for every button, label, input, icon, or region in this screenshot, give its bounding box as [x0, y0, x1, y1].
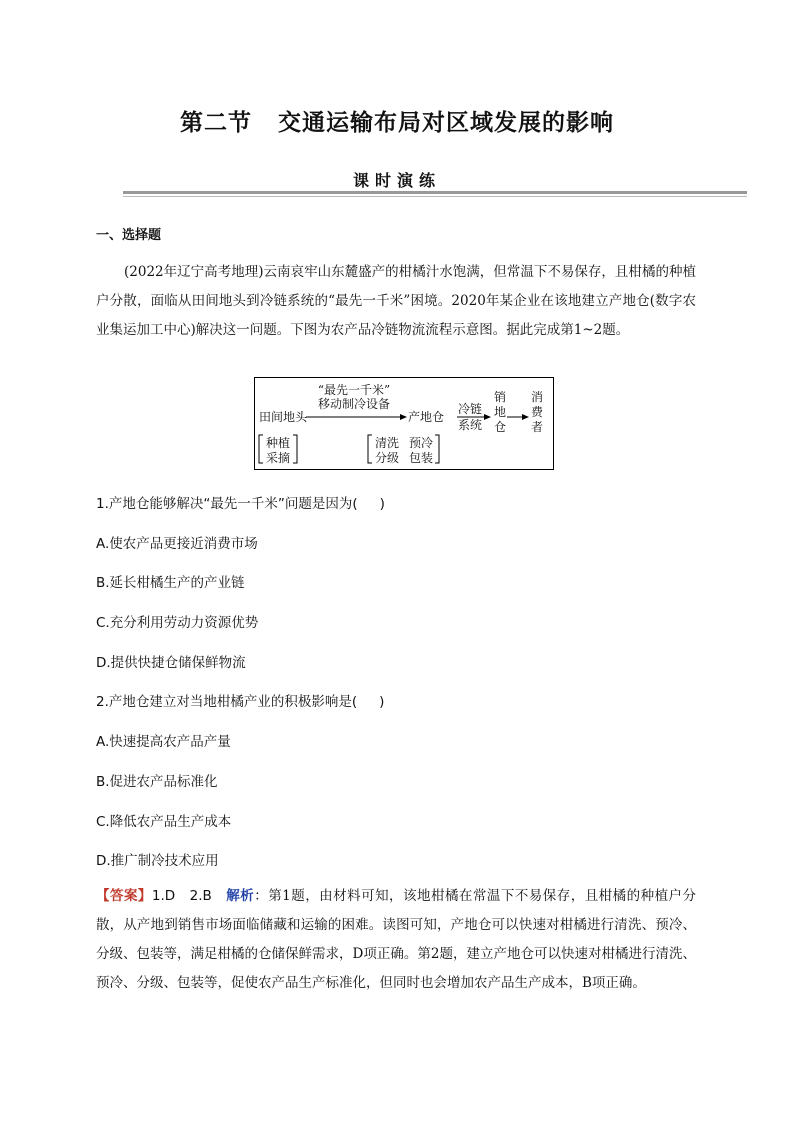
diagram-grade: 分级 — [375, 451, 400, 465]
answer-block — [96, 882, 696, 998]
question-2-option-c: C.降低农产品生产成本 — [96, 814, 232, 830]
diagram-sales-char-2: 地 — [494, 405, 507, 419]
bracket-right-open — [368, 435, 372, 463]
analysis-text: ：第1题，由材料可知，该地柑橘在常温下不易保存，且柑橘的种植户分散，从产地到销售市场面临储藏和运输的困难。读图可知，产地仓可以快速对柑橘进行清洗、预冷、分级、包装等，满足柑橘的仓储保鲜需求，D项正确。第2题，建立产地仓可以快速对柑橘进行清洗、预冷、分级、包装等，促使农产品生产标准化，但同时也会增加农产品生产成本，B项正确。 — [96, 888, 697, 991]
title-text: 交通运输布局对区域发展的影响 — [278, 110, 614, 136]
analysis-label: 解析 — [225, 888, 255, 904]
cold-chain-flow-diagram — [254, 377, 554, 470]
title-section-number: 第二节 — [180, 110, 252, 136]
question-2-stem: 2.产地仓建立对当地柑橘产业的积极影响是( ) — [96, 694, 385, 710]
question-1-option-c: C.充分利用劳动力资源优势 — [96, 615, 259, 631]
intro-paragraph: (2022年辽宁高考地理)云南哀牢山东麓盛产的柑橘汁水饱满，但常温下不易保存，且柑橘的种植户分散，面临从田间地头到冷链系统的“最先一千米”困境。2020年某企业在该地建立产地仓(数字农业集运加工中心)解决这一问题。下图为农产品冷链物流流程示意图。据此完成第1~2题。 — [96, 264, 696, 338]
diagram-sales-char-1: 销 — [494, 390, 507, 404]
question-1-stem: 1.产地仓能够解决“最先一千米”问题是因为( ) — [96, 496, 385, 512]
question-2-option-a: A.快速提高农产品产量 — [96, 734, 231, 750]
question-1-option-a: A.使农产品更接近消费市场 — [96, 536, 258, 552]
section-heading: 一、选择题 — [96, 228, 162, 243]
diagram-pick: 采摘 — [266, 451, 291, 465]
answer-label: 【答案】 — [96, 888, 152, 904]
page-subtitle: 课时演练 — [352, 171, 441, 190]
diagram-cold-chain-line1: 冷链 — [458, 402, 483, 416]
bracket-left-close — [293, 435, 297, 463]
question-1-option-b: B.延长柑橘生产的产业链 — [96, 575, 245, 591]
arrow-head-3 — [522, 414, 529, 420]
diagram-sales-char-3: 仓 — [494, 420, 507, 434]
diagram-cold-chain-line2: 系统 — [458, 418, 483, 432]
diagram-wash: 清洗 — [375, 436, 400, 450]
diagram-consumer-char-3: 者 — [531, 420, 544, 434]
diagram-plant: 种植 — [266, 436, 291, 450]
question-2-option-b: B.促进农产品标准化 — [96, 774, 218, 790]
answer-key: 1.D 2.B — [151, 888, 212, 904]
diagram-label-mobile-cooling: 移动制冷设备 — [317, 397, 391, 411]
diagram-pack: 包装 — [409, 451, 434, 465]
question-2-option-d: D.推广制冷技术应用 — [96, 853, 219, 869]
header-rule-thick — [123, 191, 747, 194]
arrow-head-1 — [400, 414, 407, 420]
diagram-label-first-km: “最先一千米” — [317, 383, 391, 397]
diagram-node-warehouse: 产地仓 — [408, 410, 445, 424]
question-1-option-d: D.提供快捷仓储保鲜物流 — [96, 655, 246, 671]
bracket-right-close — [435, 435, 439, 463]
diagram-consumer-char-1: 消 — [531, 390, 544, 404]
bracket-left-open — [259, 435, 263, 463]
diagram-consumer-char-2: 费 — [531, 405, 544, 419]
diagram-precool: 预冷 — [409, 436, 434, 450]
page-title — [0, 104, 794, 137]
header-rule-thin — [123, 196, 747, 197]
arrow-head-2 — [484, 414, 491, 420]
diagram-node-field: 田间地头 — [259, 410, 308, 424]
